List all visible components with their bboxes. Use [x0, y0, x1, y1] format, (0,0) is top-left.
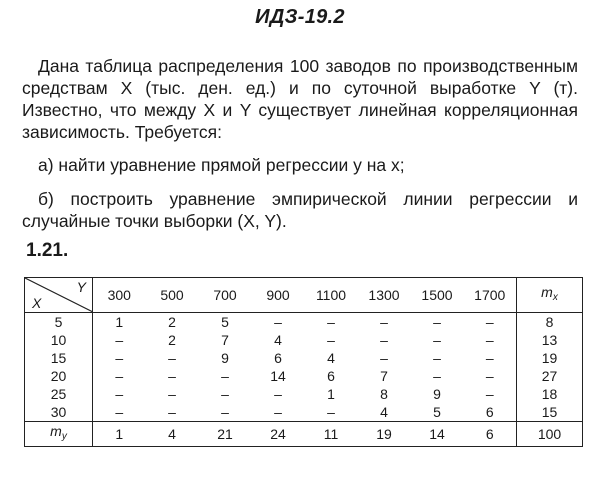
x-value-cell: 30 [25, 403, 93, 422]
frequency-cell: – [115, 332, 124, 348]
mx-value-cell: 27 [517, 367, 583, 385]
frequency-cell: – [380, 332, 388, 348]
frequency-cell: – [115, 368, 124, 384]
frequency-cell: 8 [380, 386, 388, 402]
frequency-cell: – [485, 332, 494, 348]
frequency-cell: – [221, 368, 229, 384]
frequency-cell: – [115, 386, 124, 402]
table-row [25, 403, 583, 422]
x-value-cell: 5 [25, 313, 93, 332]
frequency-cell: – [485, 368, 494, 384]
my-totals-row [25, 422, 583, 447]
table-row [25, 385, 583, 403]
corner-x-label: X [32, 295, 42, 311]
corner-y-label: Y [76, 279, 86, 295]
frequency-cell: – [221, 404, 229, 420]
frequency-cell: – [168, 404, 176, 420]
frequency-cell: – [433, 368, 441, 384]
mx-label: m [541, 284, 553, 300]
frequency-cell: 6 [485, 404, 494, 420]
frequency-cell: – [485, 386, 494, 402]
frequency-cell: 14 [270, 368, 286, 384]
y-value-header: 300 [93, 278, 146, 313]
y-value-header: 500 [146, 278, 199, 313]
frequency-cell: – [433, 350, 441, 366]
my-value-cell: 1 [93, 422, 146, 447]
table-row [25, 367, 583, 385]
frequency-cell: 7 [221, 332, 229, 348]
frequency-cell: – [168, 350, 176, 366]
frequency-cell: – [433, 314, 441, 330]
y-value-header: 1300 [358, 278, 411, 313]
frequency-cell: – [433, 332, 441, 348]
mx-value-cell: 19 [517, 349, 583, 367]
frequency-cell: 7 [380, 368, 388, 384]
mx-value-cell: 8 [517, 313, 583, 332]
frequency-cell: – [274, 314, 282, 330]
mx-value-cell: 15 [517, 403, 583, 422]
y-value-header: 1100 [305, 278, 358, 313]
x-value-cell: 25 [25, 385, 93, 403]
problem-number: 1.21. [26, 240, 69, 261]
table-row [25, 331, 583, 349]
y-value-header: 1500 [411, 278, 464, 313]
my-value-cell: 14 [411, 422, 464, 447]
mx-sub: x [552, 292, 558, 303]
my-label: m [50, 423, 62, 439]
frequency-cell: 5 [221, 314, 229, 330]
frequency-cell: 4 [380, 404, 388, 420]
distribution-table [24, 277, 583, 447]
x-value-cell: 15 [25, 349, 93, 367]
x-value-cell: 20 [25, 367, 93, 385]
frequency-cell: – [221, 386, 229, 402]
my-value-cell: 21 [199, 422, 252, 447]
mx-header [517, 278, 583, 313]
frequency-cell: 9 [221, 350, 229, 366]
frequency-cell: – [168, 368, 176, 384]
my-value-cell: 24 [252, 422, 305, 447]
frequency-cell: – [380, 350, 388, 366]
frequency-cell: – [274, 386, 282, 402]
frequency-cell: – [380, 314, 388, 330]
my-value-cell: 6 [464, 422, 517, 447]
corner-cell [25, 278, 93, 313]
my-sub: y [61, 431, 67, 442]
y-value-header: 700 [199, 278, 252, 313]
y-value-header: 1700 [464, 278, 517, 313]
my-value-cell: 4 [146, 422, 199, 447]
frequency-cell: 1 [115, 314, 124, 330]
my-header [25, 422, 93, 447]
table-row [25, 313, 583, 332]
page-title: ИДЗ-19.2 [255, 6, 345, 28]
frequency-cell: – [274, 404, 282, 420]
frequency-cell: – [115, 404, 124, 420]
frequency-cell: 2 [168, 332, 176, 348]
frequency-cell: – [485, 350, 494, 366]
frequency-cell: 4 [274, 332, 282, 348]
frequency-cell: – [485, 314, 494, 330]
frequency-cell: 6 [327, 368, 335, 384]
frequency-cell: – [115, 350, 124, 366]
my-value-cell: 11 [305, 422, 358, 447]
x-value-cell: 10 [25, 331, 93, 349]
my-value-cell: 19 [358, 422, 411, 447]
frequency-cell: 6 [274, 350, 282, 366]
table-header-row [25, 278, 583, 313]
frequency-cell: – [327, 314, 335, 330]
table-row [25, 349, 583, 367]
task-b: б) построить уравнение эмпирической линии регрессии и случайные точки выборки (X, Y). [22, 189, 578, 231]
frequency-cell: – [168, 386, 176, 402]
y-value-header: 900 [252, 278, 305, 313]
frequency-cell: – [327, 404, 335, 420]
task-a: а) найти уравнение прямой регрессии y на x; [38, 155, 405, 175]
frequency-cell: 2 [168, 314, 176, 330]
frequency-cell: – [327, 332, 335, 348]
frequency-cell: 1 [327, 386, 335, 402]
frequency-cell: 5 [433, 404, 441, 420]
mx-value-cell: 18 [517, 385, 583, 403]
intro-paragraph: Дана таблица распределения 100 заводов по производственным средствам X (тыс. ден. ед.) и по суточной выработке Y (т). Известно, что между X и Y существует линейная корреляционная зависимость. Требуется: [22, 56, 578, 142]
frequency-cell: 4 [327, 350, 335, 366]
total-cell: 100 [517, 422, 583, 447]
frequency-cell: 9 [433, 386, 441, 402]
mx-value-cell: 13 [517, 331, 583, 349]
